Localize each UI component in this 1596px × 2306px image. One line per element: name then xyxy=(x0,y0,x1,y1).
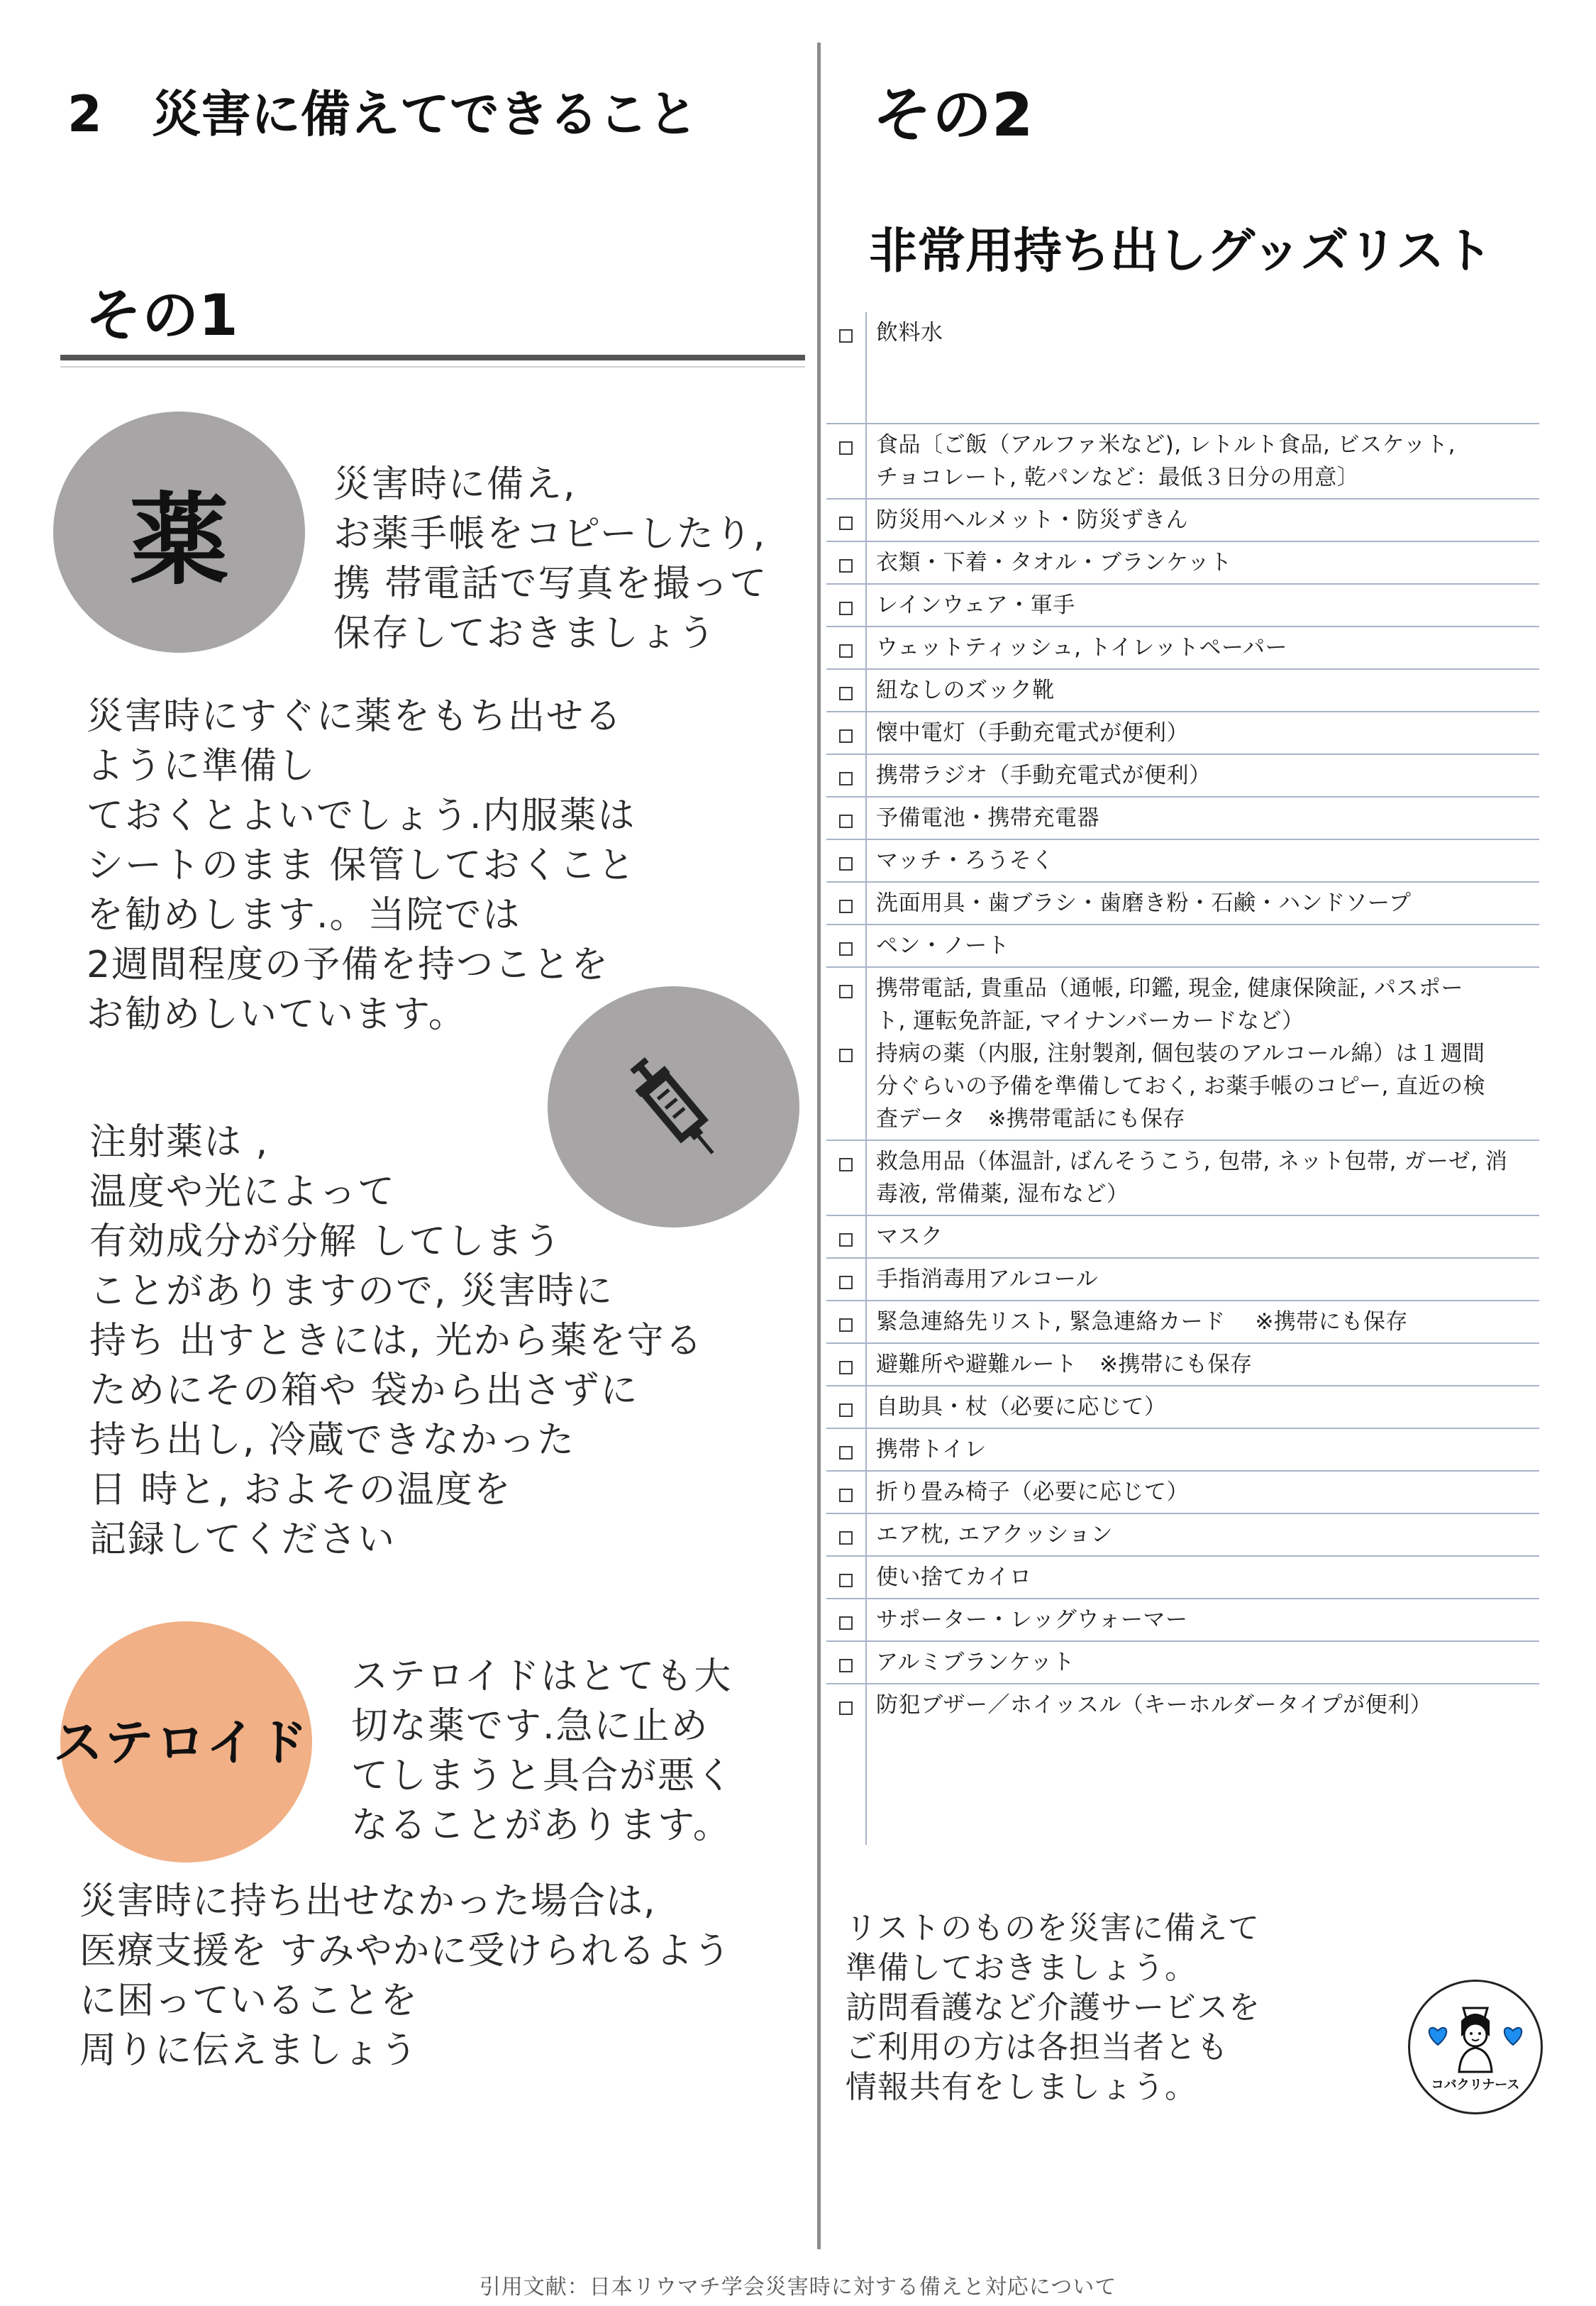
text-line: 2週間程度の予備を持つことを xyxy=(87,944,610,986)
checkbox[interactable] xyxy=(839,1318,853,1332)
text-line: 有効成分が分解 してしまう xyxy=(89,1220,563,1263)
text-line: 医療支援を すみやかに受けられるよう xyxy=(79,1930,731,1973)
steroid-text xyxy=(351,1652,734,1850)
text-line: リストのものを災害に備えて xyxy=(846,1910,1260,1946)
checklist xyxy=(826,312,1539,1726)
text-line: 災害時に持ち出せなかった場合は, xyxy=(79,1880,656,1923)
text-line: なることがあります。 xyxy=(351,1804,731,1847)
checkbox[interactable] xyxy=(839,1616,853,1630)
text-line: ておくとよいでしょう.内服薬は xyxy=(87,795,636,837)
text-line: 準備しておきましょう。 xyxy=(846,1950,1197,1986)
list-item[interactable]: 携帯電話, 貴重品（通帳, 印鑑, 現金, 健康保険証, パスポー ト, 運転免許証, マイナンバーカードなど） 持病の薬（内服, 注射製剤, 個包装のアルコール綿）は１週間 分ぐらいの予備を準備しておく, お薬手帳のコピー, 直近の検 査データ ※携帯電話にも保存 xyxy=(826,968,1539,1141)
list-item[interactable]: 予備電池・携帯充電器 xyxy=(826,798,1539,840)
sono1-heading: その1 xyxy=(85,282,238,348)
closing-note xyxy=(846,1909,1260,2107)
list-item[interactable]: 自助具・杖（必要に応じて） xyxy=(826,1386,1539,1429)
checkbox[interactable] xyxy=(839,1276,853,1289)
final-advice-text xyxy=(79,1877,731,2075)
list-item[interactable]: アルミブランケット xyxy=(826,1642,1539,1684)
list-item[interactable]: 防犯ブザー／ホイッスル（キーホルダータイプが便利） xyxy=(826,1684,1539,1726)
list-item[interactable]: 懐中電灯（手動充電式が便利） xyxy=(826,712,1539,755)
sono1-underline xyxy=(60,355,805,360)
heart-icon xyxy=(1504,2028,1522,2045)
checkbox[interactable] xyxy=(839,1701,853,1715)
internal-medicine-text xyxy=(87,692,636,1039)
steroid-badge-label: ステロイド xyxy=(53,1714,310,1772)
checkbox[interactable] xyxy=(839,1531,853,1545)
list-item[interactable]: 避難所や避難ルート ※携帯にも保存 xyxy=(826,1344,1539,1386)
text-line: 情報共有をしましょう。 xyxy=(846,2069,1197,2105)
logo-text: コバクリナース xyxy=(1431,2078,1520,2092)
checkbox[interactable] xyxy=(839,517,853,530)
list-item[interactable]: ウェットティッシュ, トイレットペーパー xyxy=(826,627,1539,670)
checkbox[interactable] xyxy=(839,329,853,343)
text-line: シートのまま 保管しておくこと xyxy=(87,844,636,887)
medicine-line: 携 帯電話で写真を撮って xyxy=(333,563,768,605)
text-line: に困っていることを xyxy=(79,1980,419,2022)
checkbox[interactable] xyxy=(839,559,853,573)
list-item[interactable]: マッチ・ろうそく xyxy=(826,840,1539,883)
sono1-underline-thin xyxy=(60,366,805,368)
injection-text xyxy=(89,1118,704,1565)
list-item[interactable]: レインウェア・軍手 xyxy=(826,585,1539,627)
heart-icon xyxy=(1429,2028,1446,2045)
text-line: を勧めします.。当院では xyxy=(87,894,521,937)
checkbox[interactable] xyxy=(839,1233,853,1247)
list-item[interactable]: 折り畳み椅子（必要に応じて） xyxy=(826,1472,1539,1514)
text-line: ご利用の方は各担当者とも xyxy=(846,2029,1229,2065)
checkbox[interactable] xyxy=(839,441,853,455)
text-line: ステロイドはとても大 xyxy=(351,1655,733,1698)
list-item[interactable]: エア枕, エアクッション xyxy=(826,1514,1539,1557)
text-line: 温度や光によって xyxy=(89,1171,397,1213)
list-item[interactable]: 救急用品（体温計, ばんそうこう, 包帯, ネット包帯, ガーゼ, 消 毒液, 常備薬, 湿布など） xyxy=(826,1141,1539,1216)
checkbox[interactable] xyxy=(839,1574,853,1587)
text-line: てしまうと具合が悪く xyxy=(351,1755,735,1797)
list-item[interactable]: 食品〔ご飯（アルファ米など), レトルト食品, ビスケット, チョコレート, 乾パンなど：最低３日分の用意〕 xyxy=(826,424,1539,500)
nurse-icon xyxy=(1422,2001,1529,2079)
checkbox[interactable] xyxy=(839,985,853,998)
checkbox[interactable] xyxy=(839,815,853,828)
checkbox[interactable] xyxy=(839,772,853,785)
checkbox[interactable] xyxy=(839,1403,853,1417)
text-line: 持ち 出すときには, 光から薬を守る xyxy=(89,1320,704,1362)
text-line: 訪問看護など介護サービスを xyxy=(846,1990,1260,2026)
list-item[interactable]: ペン・ノート xyxy=(826,925,1539,968)
medicine-line: 保存しておきましょう xyxy=(333,612,717,655)
nurse-logo xyxy=(1408,1980,1543,2114)
checkbox[interactable] xyxy=(839,1361,853,1374)
text-line: お勧めしいています。 xyxy=(87,993,467,1036)
section-title: 2 災害に備えてできること xyxy=(67,85,698,143)
medicine-badge-label: 薬 xyxy=(129,482,229,599)
list-item[interactable]: 携帯トイレ xyxy=(826,1429,1539,1472)
list-item[interactable]: マスク xyxy=(826,1216,1539,1259)
list-item[interactable]: 手指消毒用アルコール xyxy=(826,1259,1539,1301)
checkbox[interactable] xyxy=(839,1049,853,1062)
text-line: 日 時と, およその温度を xyxy=(89,1469,512,1511)
list-title: 非常用持ち出しグッズリスト xyxy=(869,224,1493,280)
checkbox[interactable] xyxy=(839,729,853,743)
medicine-badge xyxy=(53,412,305,653)
text-line: ように準備し xyxy=(87,745,317,788)
sono2-heading: その2 xyxy=(872,80,1033,150)
list-item[interactable]: 洗面用具・歯ブラシ・歯磨き粉・石鹸・ハンドソープ xyxy=(826,883,1539,925)
text-line: 災害時にすぐに薬をもち出せる xyxy=(87,695,624,738)
list-item[interactable]: 紐なしのズック靴 xyxy=(826,670,1539,712)
medicine-line: お薬手帳をコピーしたり, xyxy=(333,513,767,556)
checkbox[interactable] xyxy=(839,942,853,956)
checkbox[interactable] xyxy=(839,1489,853,1502)
checkbox[interactable] xyxy=(839,687,853,700)
page-divider xyxy=(817,43,821,2249)
citation: 引用文献：日本リウマチ学会災害時に対する備えと対応について xyxy=(479,2275,1117,2300)
list-item[interactable]: 飲料水 xyxy=(826,312,1539,424)
text-line: 切な薬です.急に止め xyxy=(351,1705,709,1748)
text-line: 注射薬は , xyxy=(89,1121,270,1164)
checkbox[interactable] xyxy=(839,900,853,913)
list-item[interactable]: 使い捨てカイロ xyxy=(826,1557,1539,1599)
checkbox[interactable] xyxy=(839,857,853,871)
list-item[interactable]: 衣類・下着・タオル・ブランケット xyxy=(826,542,1539,585)
list-item[interactable]: サポーター・レッグウォーマー xyxy=(826,1599,1539,1642)
text-line: 持ち出し, 冷蔵できなかった xyxy=(89,1419,576,1462)
text-line: 周りに伝えましょう xyxy=(79,2029,419,2072)
checkbox[interactable] xyxy=(839,1446,853,1460)
list-item[interactable]: 緊急連絡先リスト, 緊急連絡カード ※携帯にも保存 xyxy=(826,1301,1539,1344)
checkbox[interactable] xyxy=(839,1659,853,1672)
text-line: 記録してください xyxy=(89,1518,397,1561)
medicine-line: 災害時に備え, xyxy=(333,463,577,506)
checkbox[interactable] xyxy=(839,602,853,615)
checkbox[interactable] xyxy=(839,644,853,658)
list-item[interactable]: 防災用ヘルメット・防災ずきん xyxy=(826,500,1539,542)
text-line: ことがありますので, 災害時に xyxy=(89,1270,614,1313)
checkbox[interactable] xyxy=(839,1158,853,1171)
list-item[interactable]: 携帯ラジオ（手動充電式が便利） xyxy=(826,755,1539,798)
text-line: ためにその箱や 袋から出さずに xyxy=(89,1369,639,1412)
chronic-meds-item[interactable]: 持病の薬（内服, 注射製剤, 個包装のアルコール綿）は１週間 分ぐらいの予備を準備しておく, お薬手帳のコピー, 直近の検 査データ ※携帯電話にも保存 xyxy=(876,1037,1532,1135)
medicine-note xyxy=(333,460,768,658)
